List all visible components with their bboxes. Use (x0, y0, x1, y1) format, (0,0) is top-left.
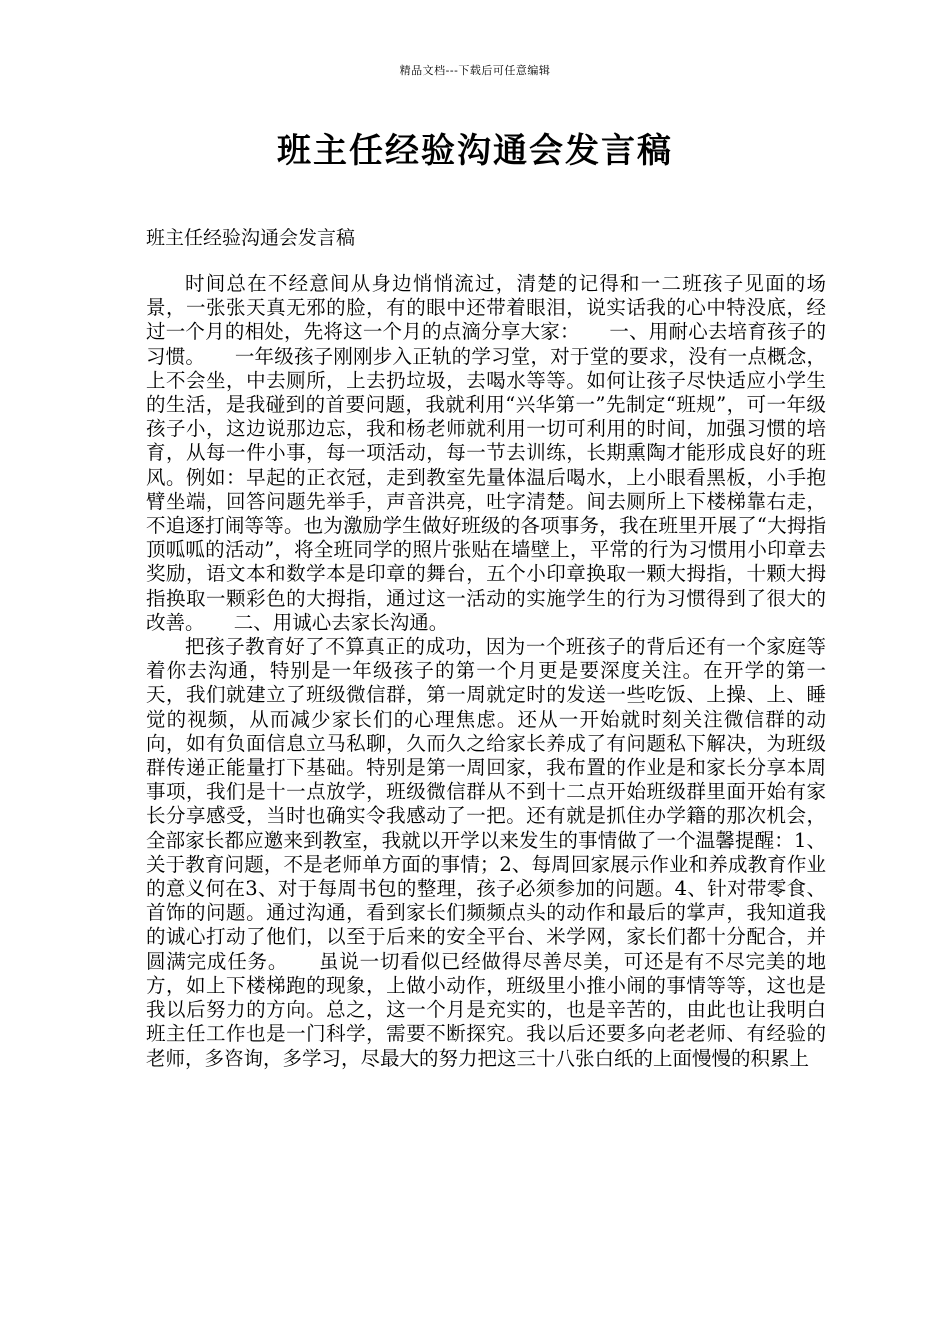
document-body (146, 272, 826, 1071)
body-paragraph-2: 把孩子教育好了不算真正的成功，因为一个班孩子的背后还有一个家庭等着你去沟通，特别是一年级孩子的第一个月更是要深度关注。在开学的第一天，我们就建立了班级微信群，第一周就定时的发送一些吃饭、上操、上、睡觉的视频，从而减少家长们的心理焦虑。还从一开始就时刻关注微信群的动向，如有负面信息立马私聊，久而久之给家长养成了有问题私下解决，为班级群传递正能量打下基础。特别是第一周回家，我布置的作业是和家长分享本周事项，我们是十一点放学，班级微信群从不到十二点开始班级群里面开始有家长分享感受，当时也确实令我感动了一把。还有就是抓住办学籍的那次机会，全部家长都应邀来到教室，我就以开学以来发生的事情做了一个温馨提醒：1、关于教育问题，不是老师单方面的事情；2、每周回家展示作业和养成教育作业的意义何在3、对于每周书包的整理，孩子必须参加的问题。4、针对带零食、首饰的问题。通过沟通，看到家长们频频点头的动作和最后的掌声，我知道我的诚心打动了他们，以至于后来的安全平台、米学网，家长们都十分配合，并圆满完成任务。 虽说一切看似已经做得尽善尽美，可还是有不尽完美的地方，如上下楼梯跑的现象，上做小动作，班级里小推小闹的事情等等，这也是我以后努力的方向。总之，这一个月是充实的，也是辛苦的，由此也让我明白班主任工作也是一门科学，需要不断探究。我以后还要多向老老师、有经验的老师，多咨询，多学习，尽最大的努力把这三十八张白纸的上面慢慢的积累上 (146, 635, 826, 1070)
document-title: 班主任经验沟通会发言稿 (277, 131, 673, 171)
header-note: 精品文档---下载后可任意编辑 (399, 64, 551, 77)
document-subtitle: 班主任经验沟通会发言稿 (146, 227, 356, 249)
body-paragraph-1: 时间总在不经意间从身边悄悄流过，清楚的记得和一二班孩子见面的场景，一张张天真无邪的脸，有的眼中还带着眼泪，说实话我的心中特没底，经过一个月的相处，先将这一个月的点滴分享大家： 一、用耐心去培育孩子的习惯。 一年级孩子刚刚步入正轨的学习堂，对于堂的要求，没有一点概念，上不会坐，中去厕所，上去扔垃圾，去喝水等等。如何让孩子尽快适应小学生的生活，是我碰到的首要问题，我就利用“兴华第一”先制定“班规”，可一年级孩子小，这边说那边忘，我和杨老师就利用一切可利用的时间，加强习惯的培育，从每一件小事，每一项活动，每一节去训练，长期熏陶才能形成良好的班风。例如：早起的正衣冠，走到教室先量体温后喝水，上小眼看黑板，小手抱臂坐端，回答问题先举手，声音洪亮，吐字清楚。间去厕所上下楼梯靠右走，不追逐打闹等等。也为激励学生做好班级的各项事务，我在班里开展了“大拇指顶呱呱的活动”，将全班同学的照片张贴在墙壁上，平常的行为习惯用小印章去奖励，语文本和数学本是印章的舞台，五个小印章换取一颗大拇指，十颗大拇指换取一颗彩色的大拇指，通过这一活动的实施学生的行为习惯得到了很大的改善。 二、用诚心去家长沟通。 (146, 272, 826, 634)
